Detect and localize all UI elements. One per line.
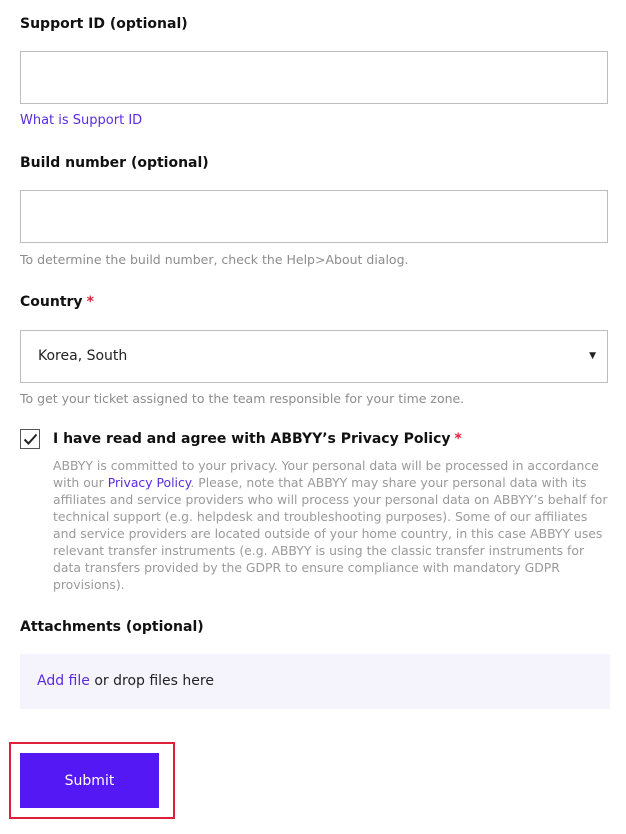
required-asterisk: * bbox=[454, 431, 462, 447]
build-number-hint: To determine the build number, check the Help>About dialog. bbox=[20, 252, 409, 267]
country-selected-value: Korea, South bbox=[38, 348, 128, 364]
drop-files-text: or drop files here bbox=[89, 673, 214, 689]
caret-down-icon: ▼ bbox=[589, 351, 596, 361]
privacy-consent-label bbox=[53, 431, 462, 447]
attachments-label: Attachments (optional) bbox=[20, 619, 204, 635]
privacy-notice-after: . Please, note that ABBYY may share your personal data with its affiliates and service providers who will process your personal data on ABBYY’s behalf for technical support (e.g. helpdesk and troubleshooting purposes). Some of our affiliates and service providers are located outside of your home country, in this case ABBYY uses relevant transfer instruments (e.g. ABBYY is using the classic transfer instruments for data transfers provided by the GDPR to ensure compliance with mandatory GDPR provisions). bbox=[53, 475, 608, 592]
file-dropzone[interactable] bbox=[20, 654, 610, 709]
support-id-input[interactable] bbox=[20, 51, 608, 104]
privacy-policy-link[interactable]: Privacy Policy bbox=[107, 475, 191, 490]
country-label-text: Country bbox=[20, 294, 83, 310]
add-file-link[interactable]: Add file bbox=[37, 673, 90, 689]
checkmark-icon bbox=[23, 432, 38, 447]
privacy-notice bbox=[53, 457, 613, 593]
build-number-input[interactable] bbox=[20, 190, 608, 243]
dropzone-text bbox=[37, 673, 214, 689]
country-select[interactable] bbox=[20, 330, 608, 383]
privacy-consent-text: I have read and agree with ABBYY’s Privacy Policy bbox=[53, 431, 451, 447]
what-is-support-id-link[interactable]: What is Support ID bbox=[20, 113, 143, 128]
privacy-notice-before: ABBYY is committed to your privacy. Your personal data will be processed in accordance with our bbox=[53, 458, 599, 490]
country-label bbox=[20, 294, 94, 310]
build-number-label: Build number (optional) bbox=[20, 155, 209, 171]
country-hint: To get your ticket assigned to the team responsible for your time zone. bbox=[20, 391, 465, 406]
submit-button[interactable]: Submit bbox=[20, 753, 159, 808]
support-id-label: Support ID (optional) bbox=[20, 16, 188, 32]
required-asterisk: * bbox=[86, 294, 94, 310]
privacy-checkbox[interactable] bbox=[20, 429, 40, 449]
